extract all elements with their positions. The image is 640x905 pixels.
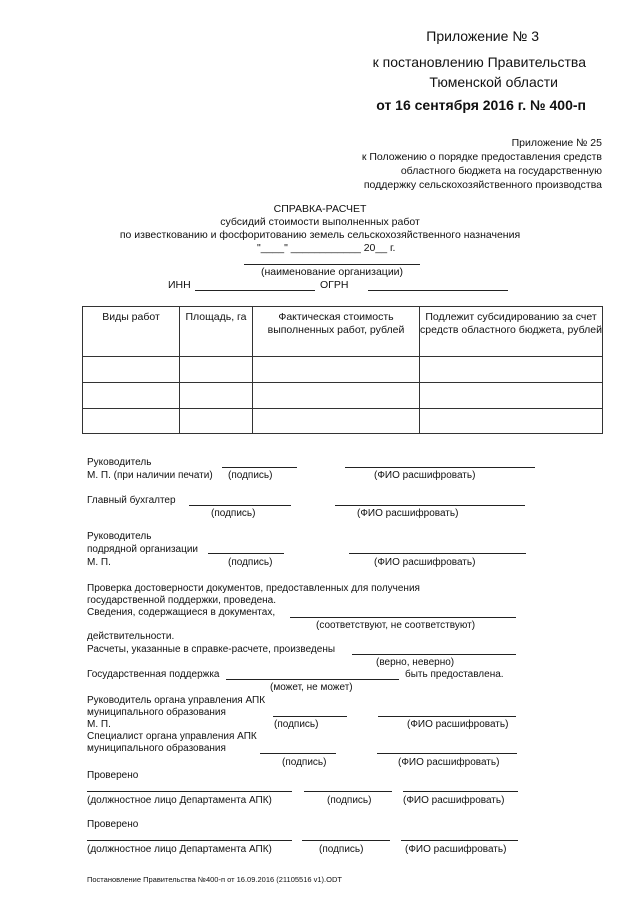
appendix-25-line1: к Положению о порядке предоставления средств: [361, 151, 602, 163]
validity-text: действительности.: [87, 631, 175, 642]
support-suffix: быть предоставлена.: [405, 669, 504, 680]
apk-specialist-label-2: муниципального образования: [87, 743, 226, 754]
support-caption: (может, не может): [270, 682, 353, 693]
checked-2-official-caption: (должностное лицо Департамента АПК): [87, 844, 272, 855]
head-label: Руководитель: [87, 457, 152, 468]
calc-label: Расчеты, указанные в справке-расчете, произведены: [87, 644, 336, 655]
contractor-mp-label: М. П.: [87, 557, 111, 568]
document-subtitle-2: по известкованию и фосфоритованию земель сельскохозяйственного назначения: [119, 229, 521, 241]
apk-specialist-signature-line: [260, 753, 336, 754]
checked-1-signature-caption: (подпись): [327, 795, 372, 806]
inn-line: [195, 290, 315, 291]
table-cell: [180, 383, 253, 409]
table-cell: [83, 409, 180, 434]
appendix-25-line3: поддержку сельскохозяйственного производства: [363, 179, 602, 191]
table-cell: [180, 357, 253, 383]
support-line: [226, 679, 399, 680]
inn-label: ИНН: [168, 279, 191, 291]
appendix-25-title: Приложение № 25: [511, 137, 602, 149]
accountant-signature-line: [189, 505, 291, 506]
checked-1-fio-caption: (ФИО расшифровать): [403, 795, 505, 806]
subsidy-table: [82, 306, 603, 434]
accountant-signature-caption: (подпись): [211, 508, 256, 519]
support-label: Государственная поддержка: [87, 669, 220, 680]
checked-2-signature-line: [302, 840, 390, 841]
head-fio-caption: (ФИО расшифровать): [374, 470, 476, 481]
checked-2-official-line: [87, 840, 292, 841]
ogrn-label: ОГРН: [320, 279, 349, 291]
table-cell: [420, 383, 603, 409]
checked-label-1: Проверено: [87, 770, 139, 781]
head-fio-line: [345, 467, 535, 468]
organization-caption: (наименование организации): [260, 266, 404, 278]
region-name: Тюменской области: [429, 74, 558, 90]
header-area: Площадь, га: [180, 307, 253, 357]
table-cell: [83, 357, 180, 383]
table-cell: [83, 383, 180, 409]
table-cell: [253, 409, 420, 434]
table-cell: [253, 383, 420, 409]
checked-1-official-caption: (должностное лицо Департамента АПК): [87, 795, 272, 806]
date-line: "____" ____________ 20__ г.: [257, 242, 396, 254]
checked-2-fio-caption: (ФИО расшифровать): [405, 844, 507, 855]
table-cell: [253, 357, 420, 383]
apk-head-signature-line: [273, 716, 347, 717]
checked-label-2: Проверено: [87, 819, 139, 830]
header-subsidy-amount: Подлежит субсидированию за счет средств областного бюджета, рублей: [420, 307, 603, 357]
appendix-main-title: Приложение № 3: [426, 28, 539, 44]
apk-head-fio-caption: (ФИО расшифровать): [407, 719, 509, 730]
apk-head-signature-caption: (подпись): [274, 719, 319, 730]
calc-line: [352, 654, 516, 655]
checked-1-fio-line: [403, 791, 518, 792]
table-row: [83, 383, 603, 409]
apk-head-fio-line: [378, 716, 516, 717]
table-cell: [420, 357, 603, 383]
header-work-types: Виды работ: [83, 307, 180, 357]
info-caption: (соответствуют, не соответствуют): [316, 620, 476, 631]
table-row: [83, 409, 603, 434]
footer-file-reference: Постановление Правительства №400-п от 16.09.2016 (21105516 v1).ODT: [87, 875, 342, 884]
contractor-signature-line: [208, 553, 284, 554]
apk-specialist-fio-caption: (ФИО расшифровать): [398, 757, 500, 768]
header-actual-cost: Фактическая стоимость выполненных работ, рублей: [253, 307, 420, 357]
ogrn-line: [368, 290, 508, 291]
contractor-label-1: Руководитель: [87, 531, 152, 542]
contractor-signature-caption: (подпись): [228, 557, 273, 568]
checked-1-signature-line: [304, 791, 392, 792]
checked-1-official-line: [87, 791, 292, 792]
accountant-fio-caption: (ФИО расшифровать): [357, 508, 459, 519]
head-mp-label: М. П. (при наличии печати): [87, 470, 213, 481]
checked-2-fio-line: [401, 840, 518, 841]
apk-head-label-2: муниципального образования: [87, 707, 226, 718]
contractor-label-2: подрядной организации: [87, 544, 199, 555]
accountant-fio-line: [335, 505, 525, 506]
table-row: [83, 357, 603, 383]
apk-head-mp-label: М. П.: [87, 719, 111, 730]
resolution-reference: к постановлению Правительства: [372, 54, 586, 70]
contractor-fio-caption: (ФИО расшифровать): [374, 557, 476, 568]
contractor-fio-line: [349, 553, 526, 554]
table-header-row: [83, 307, 603, 357]
checked-2-signature-caption: (подпись): [319, 844, 364, 855]
resolution-date: от 16 сентября 2016 г. № 400-п: [376, 97, 586, 113]
apk-specialist-signature-caption: (подпись): [282, 757, 327, 768]
accountant-label: Главный бухгалтер: [87, 495, 176, 506]
table-cell: [420, 409, 603, 434]
info-line: [290, 617, 516, 618]
apk-specialist-fio-line: [377, 753, 517, 754]
apk-specialist-label-1: Специалист органа управления АПК: [87, 731, 257, 742]
apk-head-label-1: Руководитель органа управления АПК: [87, 695, 266, 706]
verification-line-1: Проверка достоверности документов, предоставленных для получения: [87, 583, 420, 594]
document-title: СПРАВКА-РАСЧЕТ: [273, 203, 367, 215]
calc-caption: (верно, неверно): [376, 657, 455, 668]
organization-name-line: [244, 264, 420, 265]
head-signature-line: [222, 467, 297, 468]
info-label: Сведения, содержащиеся в документах,: [87, 607, 276, 618]
document-subtitle-1: субсидий стоимости выполненных работ: [220, 216, 420, 228]
head-signature-caption: (подпись): [228, 470, 273, 481]
appendix-25-line2: областного бюджета на государственную: [400, 165, 602, 177]
table-cell: [180, 409, 253, 434]
verification-line-2: государственной поддержки, проведена.: [87, 595, 277, 606]
